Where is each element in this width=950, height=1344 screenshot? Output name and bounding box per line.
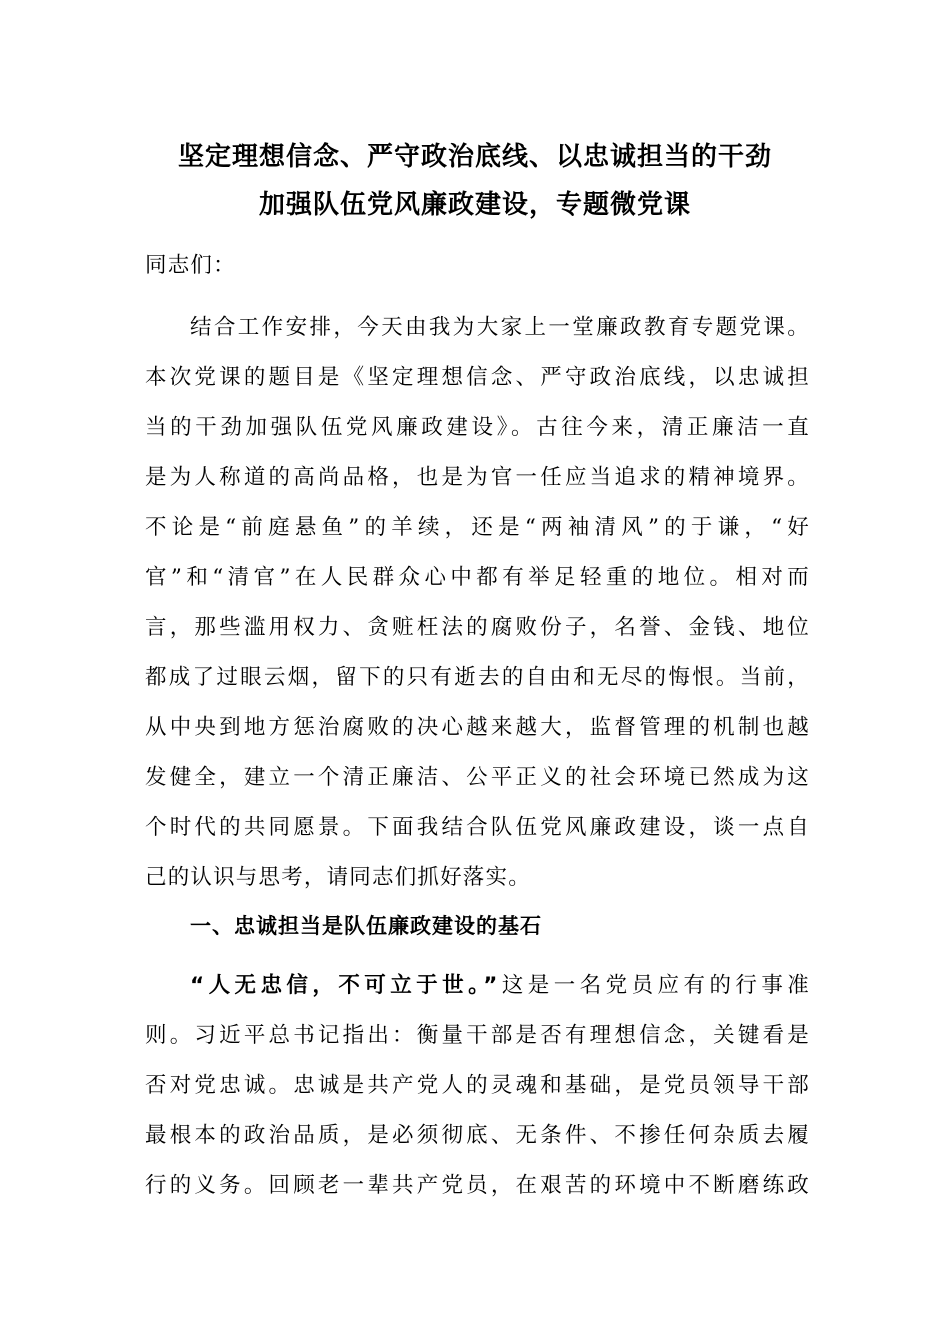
intro-line: 结合工作安排，今天由我为大家上一堂廉政教育专题党课。 — [190, 315, 810, 340]
intro-line: 己的认识与思考，请同志们抓好落实。 — [145, 865, 531, 890]
intro-line: 官”和“清官”在人民群众心中都有举足轻重的地位。相对而 — [145, 565, 810, 590]
intro-line: 是为人称道的高尚品格，也是为官一任应当追求的精神境界。 — [145, 465, 810, 490]
section-1-line: 最根本的政治品质，是必须彻底、无条件、不掺任何杂质去履 — [145, 1123, 810, 1148]
intro-line: 从中央到地方惩治腐败的决心越来越大，监督管理的机制也越 — [145, 715, 810, 740]
salutation: 同志们： — [145, 253, 236, 278]
section-1-line: 否对党忠诚。忠诚是共产党人的灵魂和基础，是党员领导干部 — [145, 1073, 810, 1098]
intro-line: 发健全，建立一个清正廉洁、公平正义的社会环境已然成为这 — [145, 765, 810, 790]
section-1-line: 则。习近平总书记指出：衡量干部是否有理想信念，关键看是 — [145, 1023, 810, 1048]
section-1-first-line-rest: 这是一名党员应有的行事准 — [498, 973, 810, 998]
section-1-line: 行的义务。回顾老一辈共产党员，在艰苦的环境中不断磨练政 — [145, 1173, 810, 1198]
intro-line: 言，那些滥用权力、贪赃枉法的腐败份子，名誉、金钱、地位 — [145, 615, 810, 640]
section-1-first-line — [190, 972, 810, 1000]
document-title-line-2: 加强队伍党风廉政建设，专题微党课 — [258, 190, 691, 220]
section-1-heading: 一、忠诚担当是队伍廉政建设的基石 — [190, 914, 542, 938]
section-1-quote: “人无忠信，不可立于世。” — [190, 973, 499, 998]
intro-line: 不论是“前庭悬鱼”的羊续，还是“两袖清风”的于谦，“好 — [145, 515, 810, 540]
intro-line: 个时代的共同愿景。下面我结合队伍党风廉政建设，谈一点自 — [145, 815, 810, 840]
intro-line: 当的干劲加强队伍党风廉政建设》。古往今来，清正廉洁一直 — [145, 415, 810, 440]
intro-line: 本次党课的题目是《坚定理想信念、严守政治底线，以忠诚担 — [145, 365, 810, 390]
document-title-line-1: 坚定理想信念、严守政治底线、以忠诚担当的干劲 — [177, 142, 772, 172]
intro-line: 都成了过眼云烟，留下的只有逝去的自由和无尽的悔恨。当前， — [145, 665, 810, 690]
